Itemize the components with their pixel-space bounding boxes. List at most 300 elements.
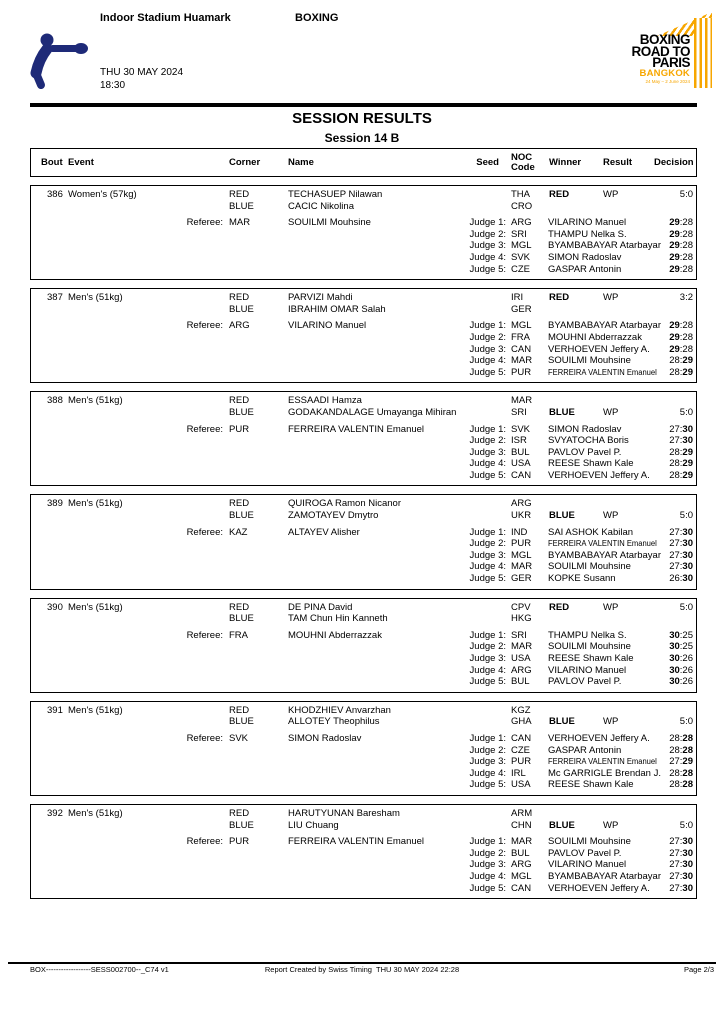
judge-row bbox=[31, 653, 696, 665]
judge-name: SVYATOCHA Boris bbox=[548, 435, 629, 447]
judge-label: Judge 2: bbox=[469, 538, 506, 550]
winner-value-blue-row: BLUE bbox=[549, 510, 575, 522]
bout-block bbox=[30, 185, 697, 280]
blue-noc: SRI bbox=[511, 406, 527, 418]
judge-noc: MAR bbox=[511, 561, 533, 573]
judge-name: PAVLOV Pavel P. bbox=[548, 446, 622, 458]
corner-label-blue: BLUE bbox=[229, 303, 254, 315]
judge-noc: ARG bbox=[511, 859, 532, 871]
footer-divider bbox=[8, 962, 716, 964]
red-boxer-name: PARVIZI Mahdi bbox=[288, 292, 353, 304]
event-name: Men's (51kg) bbox=[68, 292, 123, 304]
judge-name: VILARINO Manuel bbox=[548, 217, 627, 229]
judge-noc: FRA bbox=[511, 331, 530, 343]
score-separator: : bbox=[679, 859, 683, 871]
judge-label: Judge 2: bbox=[469, 847, 506, 859]
col-result: Result bbox=[603, 157, 633, 168]
judge-score: 27:30 bbox=[669, 847, 693, 859]
judge-score: 30:26 bbox=[669, 653, 693, 664]
judge-label: Judge 3: bbox=[469, 859, 506, 871]
score-separator: : bbox=[679, 331, 683, 343]
judge-noc: BUL bbox=[511, 446, 530, 458]
decision-value-red-row: 3:2 bbox=[679, 292, 693, 304]
red-corner-row bbox=[31, 498, 696, 510]
judge-label: Judge 4: bbox=[469, 767, 506, 779]
blue-noc: UKR bbox=[511, 510, 532, 522]
judge-row bbox=[31, 756, 696, 768]
judge-score: 29:28 bbox=[669, 228, 693, 240]
judge-name: VERHOEVEN Jeffery A. bbox=[548, 882, 650, 894]
blue-corner-row bbox=[31, 613, 696, 625]
score-separator: : bbox=[679, 343, 683, 355]
bout-block bbox=[30, 804, 697, 899]
judge-score: 30:26 bbox=[669, 676, 693, 688]
score-separator: : bbox=[679, 263, 683, 275]
venue-name: Indoor Stadium Huamark bbox=[100, 12, 231, 24]
score-separator: : bbox=[679, 355, 683, 367]
judge-score: 28:28 bbox=[669, 779, 693, 791]
judge-name: VERHOEVEN Jeffery A. bbox=[548, 343, 650, 355]
judge-score: 27:30 bbox=[669, 859, 693, 871]
judge-noc: CAN bbox=[511, 882, 532, 894]
judge-noc: MAR bbox=[511, 641, 533, 653]
judge-score: 30:25 bbox=[669, 629, 693, 641]
officials bbox=[31, 217, 696, 275]
blue-corner-row bbox=[31, 510, 696, 522]
score-separator: : bbox=[679, 366, 683, 378]
judge-label: Judge 4: bbox=[469, 251, 506, 263]
bout-number: 386 bbox=[47, 189, 63, 200]
judge-name: REESE Shawn Kale bbox=[548, 779, 634, 791]
judge-name: VERHOEVEN Jeffery A. bbox=[548, 469, 650, 481]
judge-name: FERREIRA VALENTIN Emanuel bbox=[548, 367, 657, 377]
corner-label-red: RED bbox=[229, 292, 250, 304]
judge-label: Judge 2: bbox=[469, 228, 506, 240]
judge-score: 30:26 bbox=[669, 664, 693, 676]
footer-page-number: Page 2/3 bbox=[683, 965, 714, 974]
judge-label: Judge 1: bbox=[469, 629, 506, 641]
judge-noc: ARG bbox=[511, 664, 532, 676]
score-separator: : bbox=[679, 676, 683, 688]
score-separator: : bbox=[679, 882, 683, 894]
judge-noc: GER bbox=[511, 573, 532, 585]
referee-noc: PUR bbox=[229, 423, 250, 435]
blue-corner-row bbox=[31, 716, 696, 728]
judge-name: REESE Shawn Kale bbox=[548, 458, 634, 470]
session-datetime bbox=[100, 66, 183, 92]
blue-corner-row bbox=[31, 201, 696, 213]
corner-label-blue: BLUE bbox=[229, 716, 254, 728]
judge-name: BYAMBABAYAR Atarbayar bbox=[548, 320, 661, 332]
red-corner-row bbox=[31, 602, 696, 614]
judge-row bbox=[31, 745, 696, 757]
bout-number: 391 bbox=[47, 704, 63, 716]
red-noc: CPV bbox=[511, 601, 531, 613]
judge-label: Judge 1: bbox=[469, 320, 506, 332]
score-separator: : bbox=[679, 320, 683, 332]
score-separator: : bbox=[679, 251, 683, 263]
decision-value-red-row: 5:0 bbox=[679, 601, 693, 613]
score-separator: : bbox=[679, 870, 683, 882]
result-value-blue-row: WP bbox=[603, 716, 619, 728]
judge-label: Judge 1: bbox=[469, 423, 506, 435]
col-bout: Bout bbox=[41, 157, 63, 168]
judge-label: Judge 1: bbox=[469, 217, 506, 229]
score-separator: : bbox=[679, 732, 683, 744]
judge-row bbox=[31, 447, 696, 459]
judge-noc: MAR bbox=[511, 836, 533, 848]
judge-name: SIMON Radoslav bbox=[548, 423, 622, 435]
red-boxer-name: QUIROGA Ramon Nicanor bbox=[288, 498, 401, 510]
red-corner-row bbox=[31, 705, 696, 717]
score-separator: : bbox=[679, 526, 683, 538]
red-corner-row bbox=[31, 189, 696, 201]
judge-name: SIMON Radoslav bbox=[548, 251, 622, 263]
bout-number: 389 bbox=[47, 498, 63, 510]
decision-value-blue-row: 5:0 bbox=[679, 406, 693, 418]
referee-label: Referee: bbox=[186, 320, 223, 332]
referee-noc: FRA bbox=[229, 629, 248, 641]
judge-row bbox=[31, 836, 696, 848]
judge-row bbox=[31, 320, 696, 332]
judge-score: 28:28 bbox=[669, 744, 693, 756]
red-noc: KGZ bbox=[511, 704, 531, 716]
logo-line3: PARIS bbox=[652, 55, 690, 70]
judge-row bbox=[31, 527, 696, 539]
score-separator: : bbox=[679, 228, 683, 240]
judge-label: Judge 1: bbox=[469, 836, 506, 848]
judge-row bbox=[31, 470, 696, 482]
referee-label: Referee: bbox=[186, 526, 223, 538]
event-name: Men's (51kg) bbox=[68, 601, 123, 613]
result-value-red-row: WP bbox=[603, 189, 619, 200]
event-logo bbox=[606, 12, 714, 102]
session-time: 18:30 bbox=[100, 80, 126, 91]
red-noc: ARG bbox=[511, 498, 532, 510]
blue-boxer-name: TAM Chun Hin Kanneth bbox=[288, 613, 388, 625]
judge-score: 27:30 bbox=[669, 561, 693, 573]
judge-name: KOPKE Susann bbox=[548, 573, 616, 585]
score-separator: : bbox=[679, 217, 683, 229]
red-corner-row bbox=[31, 808, 696, 820]
officials bbox=[31, 320, 696, 378]
score-separator: : bbox=[679, 744, 683, 756]
red-boxer-name: HARUTYUNAN Baresham bbox=[288, 807, 400, 819]
judge-name: MOUHNI Abderrazzak bbox=[548, 331, 642, 343]
judge-row bbox=[31, 665, 696, 677]
referee-noc: SVK bbox=[229, 732, 249, 744]
blue-noc: HKG bbox=[511, 613, 532, 625]
decision-value-blue-row: 5:0 bbox=[679, 819, 693, 831]
blue-corner-row bbox=[31, 407, 696, 419]
judge-noc: SVK bbox=[511, 423, 531, 435]
score-separator: : bbox=[679, 240, 683, 252]
judge-row bbox=[31, 264, 696, 276]
judge-noc: MAR bbox=[511, 355, 533, 367]
judge-label: Judge 5: bbox=[469, 573, 506, 585]
judge-label: Judge 3: bbox=[469, 653, 506, 664]
event-name: Men's (51kg) bbox=[68, 498, 123, 510]
referee-label: Referee: bbox=[186, 836, 223, 848]
blue-noc: CHN bbox=[511, 819, 532, 831]
judge-row bbox=[31, 871, 696, 883]
referee-label: Referee: bbox=[186, 629, 223, 641]
red-corner-row bbox=[31, 395, 696, 407]
judge-row bbox=[31, 641, 696, 653]
judge-label: Judge 2: bbox=[469, 744, 506, 756]
score-separator: : bbox=[679, 549, 683, 561]
judge-noc: USA bbox=[511, 779, 531, 791]
blue-boxer-name: ZAMOTAYEV Dmytro bbox=[288, 510, 379, 522]
referee-name: FERREIRA VALENTIN Emanuel bbox=[288, 836, 425, 848]
judge-name: GASPAR Antonin bbox=[548, 744, 622, 756]
referee-noc: MAR bbox=[229, 217, 251, 229]
officials bbox=[31, 836, 696, 894]
judge-score: 28:29 bbox=[669, 446, 693, 458]
judge-score: 27:30 bbox=[669, 538, 693, 550]
blue-boxer-name: LIU Chuang bbox=[288, 819, 339, 831]
judge-row bbox=[31, 779, 696, 791]
referee-noc: ARG bbox=[229, 320, 250, 332]
table-header-row bbox=[30, 148, 697, 177]
judge-name: BYAMBABAYAR Atarbayar bbox=[548, 870, 661, 882]
judge-score: 27:30 bbox=[669, 870, 693, 882]
score-separator: : bbox=[679, 423, 683, 435]
event-name: Men's (51kg) bbox=[68, 704, 123, 716]
blue-corner-row bbox=[31, 820, 696, 832]
judge-noc: PUR bbox=[511, 366, 532, 378]
judge-name: PAVLOV Pavel P. bbox=[548, 847, 622, 859]
judge-label: Judge 3: bbox=[469, 446, 506, 458]
judge-name: SAI ASHOK Kabilan bbox=[548, 526, 634, 538]
officials bbox=[31, 527, 696, 585]
col-seed: Seed bbox=[476, 157, 499, 168]
corner-label-blue: BLUE bbox=[229, 406, 254, 418]
referee-label: Referee: bbox=[186, 423, 223, 435]
red-noc: THA bbox=[511, 189, 530, 200]
judge-noc: SRI bbox=[511, 228, 527, 240]
logo-city: BANGKOK bbox=[639, 67, 690, 79]
decision-value-blue-row: 5:0 bbox=[679, 716, 693, 728]
judge-noc: CAN bbox=[511, 469, 532, 481]
judge-name: SOUILMI Mouhsine bbox=[548, 355, 631, 367]
score-separator: : bbox=[679, 779, 683, 791]
session-date: THU 30 MAY 2024 bbox=[100, 67, 184, 78]
score-separator: : bbox=[679, 446, 683, 458]
judge-noc: BUL bbox=[511, 676, 530, 688]
score-separator: : bbox=[679, 469, 683, 481]
bout-block bbox=[30, 391, 697, 486]
referee-name: MOUHNI Abderrazzak bbox=[288, 629, 382, 641]
judge-name: SOUILMI Mouhsine bbox=[548, 561, 631, 573]
judge-name: GASPAR Antonin bbox=[548, 263, 622, 275]
judge-row bbox=[31, 550, 696, 562]
referee-name: VILARINO Manuel bbox=[288, 320, 367, 332]
judge-row bbox=[31, 252, 696, 264]
referee-noc: PUR bbox=[229, 836, 250, 848]
judge-noc: IRL bbox=[511, 767, 526, 779]
judge-score: 29:28 bbox=[669, 320, 693, 332]
decision-value-red-row: 5:0 bbox=[679, 189, 693, 200]
judge-name: REESE Shawn Kale bbox=[548, 653, 634, 664]
event-name: Women's (57kg) bbox=[68, 189, 137, 200]
score-separator: : bbox=[679, 629, 683, 641]
col-winner: Winner bbox=[549, 157, 582, 168]
judge-noc: CZE bbox=[511, 744, 530, 756]
bout-block bbox=[30, 598, 697, 693]
score-separator: : bbox=[679, 664, 683, 676]
judge-noc: PUR bbox=[511, 538, 532, 550]
judge-score: 29:28 bbox=[669, 217, 693, 229]
blue-noc: GHA bbox=[511, 716, 532, 728]
judge-noc: CZE bbox=[511, 263, 530, 275]
judge-score: 28:29 bbox=[669, 355, 693, 367]
blue-boxer-name: CACIC Nikolina bbox=[288, 200, 354, 212]
logo-line2: ROAD TO bbox=[631, 43, 690, 59]
judge-label: Judge 1: bbox=[469, 732, 506, 744]
judge-label: Judge 4: bbox=[469, 664, 506, 676]
judge-row bbox=[31, 561, 696, 573]
judge-score: 29:28 bbox=[669, 263, 693, 275]
officials bbox=[31, 630, 696, 688]
referee-name: SIMON Radoslav bbox=[288, 732, 362, 744]
red-boxer-name: TECHASUEP Nilawan bbox=[288, 189, 383, 200]
bout-block bbox=[30, 701, 697, 796]
bout-number: 392 bbox=[47, 807, 63, 819]
winner-value-red-row: RED bbox=[549, 292, 570, 304]
judge-score: 30:25 bbox=[669, 641, 693, 653]
judge-score: 29:28 bbox=[669, 240, 693, 252]
red-noc: MAR bbox=[511, 395, 533, 407]
referee-name: ALTAYEV Alisher bbox=[288, 526, 360, 538]
footer-report-code: BOX------------------SESS002700--_C74 v1 bbox=[30, 965, 169, 974]
judge-noc: MGL bbox=[511, 549, 532, 561]
judge-noc: PUR bbox=[511, 756, 532, 768]
judge-noc: CAN bbox=[511, 732, 532, 744]
bout-number: 387 bbox=[47, 292, 63, 304]
header-divider bbox=[30, 103, 697, 107]
judge-row bbox=[31, 344, 696, 356]
judge-score: 29:28 bbox=[669, 331, 693, 343]
judge-label: Judge 5: bbox=[469, 882, 506, 894]
judge-score: 28:29 bbox=[669, 366, 693, 378]
referee-name: SOUILMI Mouhsine bbox=[288, 217, 371, 229]
results-table bbox=[30, 148, 697, 899]
score-separator: : bbox=[679, 573, 683, 585]
judge-label: Judge 3: bbox=[469, 240, 506, 252]
score-separator: : bbox=[679, 767, 683, 779]
judge-label: Judge 3: bbox=[469, 549, 506, 561]
corner-label-red: RED bbox=[229, 807, 250, 819]
blue-corner-row bbox=[31, 304, 696, 316]
referee-noc: KAZ bbox=[229, 526, 248, 538]
referee-label: Referee: bbox=[186, 217, 223, 229]
score-separator: : bbox=[679, 458, 683, 470]
judge-score: 28:29 bbox=[669, 458, 693, 470]
judge-label: Judge 5: bbox=[469, 779, 506, 791]
winner-value-red-row: RED bbox=[549, 189, 570, 200]
judge-noc: IND bbox=[511, 526, 528, 538]
bout-number: 388 bbox=[47, 395, 63, 407]
blue-boxer-name: GODAKANDALAGE Umayanga Mihiran bbox=[288, 406, 457, 418]
corner-label-blue: BLUE bbox=[229, 613, 254, 625]
judge-label: Judge 2: bbox=[469, 435, 506, 447]
judge-noc: ARG bbox=[511, 217, 532, 229]
judge-score: 27:30 bbox=[669, 882, 693, 894]
judge-row bbox=[31, 424, 696, 436]
score-separator: : bbox=[679, 847, 683, 859]
judge-noc: CAN bbox=[511, 343, 532, 355]
bouts bbox=[30, 185, 697, 899]
corner-label-red: RED bbox=[229, 704, 250, 716]
col-name: Name bbox=[288, 157, 314, 168]
judge-score: 27:30 bbox=[669, 435, 693, 447]
corner-label-red: RED bbox=[229, 601, 250, 613]
referee-name: FERREIRA VALENTIN Emanuel bbox=[288, 423, 425, 435]
judge-label: Judge 5: bbox=[469, 263, 506, 275]
judge-row bbox=[31, 240, 696, 252]
result-value-red-row: WP bbox=[603, 601, 619, 613]
page-title: SESSION RESULTS bbox=[292, 110, 432, 127]
judge-score: 29:28 bbox=[669, 343, 693, 355]
judge-noc: BUL bbox=[511, 847, 530, 859]
judge-noc: USA bbox=[511, 458, 531, 470]
judge-row bbox=[31, 229, 696, 241]
judge-name: FERREIRA VALENTIN Emanuel bbox=[548, 757, 657, 767]
judge-label: Judge 4: bbox=[469, 458, 506, 470]
judge-row bbox=[31, 768, 696, 780]
col-decision: Decision bbox=[654, 157, 694, 168]
judge-label: Judge 2: bbox=[469, 331, 506, 343]
judge-name: THAMPU Nelka S. bbox=[548, 629, 627, 641]
event-name: Men's (51kg) bbox=[68, 807, 123, 819]
blue-boxer-name: IBRAHIM OMAR Salah bbox=[288, 303, 386, 315]
score-separator: : bbox=[679, 641, 683, 653]
judge-name: SOUILMI Mouhsine bbox=[548, 836, 631, 848]
judge-noc: MGL bbox=[511, 240, 532, 252]
judge-score: 26:30 bbox=[669, 573, 693, 585]
judge-row bbox=[31, 859, 696, 871]
referee-label: Referee: bbox=[186, 732, 223, 744]
winner-value-blue-row: BLUE bbox=[549, 819, 575, 831]
judge-score: 28:28 bbox=[669, 732, 693, 744]
result-value-blue-row: WP bbox=[603, 406, 619, 418]
judge-label: Judge 4: bbox=[469, 561, 506, 573]
session-subtitle: Session 14 B bbox=[324, 131, 400, 145]
judge-label: Judge 5: bbox=[469, 469, 506, 481]
bout-block bbox=[30, 288, 697, 383]
judge-name: BYAMBABAYAR Atarbayar bbox=[548, 240, 661, 252]
judge-row bbox=[31, 630, 696, 642]
red-corner-row bbox=[31, 292, 696, 304]
judge-score: 27:30 bbox=[669, 423, 693, 435]
score-separator: : bbox=[679, 538, 683, 550]
judge-label: Judge 3: bbox=[469, 343, 506, 355]
result-value-blue-row: WP bbox=[603, 819, 619, 831]
red-boxer-name: DE PINA David bbox=[288, 601, 353, 613]
judge-row bbox=[31, 733, 696, 745]
judge-score: 28:29 bbox=[669, 469, 693, 481]
blue-noc: GER bbox=[511, 303, 532, 315]
judge-score: 29:28 bbox=[669, 251, 693, 263]
judge-score: 27:30 bbox=[669, 526, 693, 538]
judge-row bbox=[31, 883, 696, 895]
red-boxer-name: KHODZHIEV Anvarzhan bbox=[288, 704, 391, 716]
score-separator: : bbox=[679, 756, 683, 768]
judge-name: VILARINO Manuel bbox=[548, 859, 627, 871]
judge-noc: ISR bbox=[511, 435, 527, 447]
officials bbox=[31, 424, 696, 482]
